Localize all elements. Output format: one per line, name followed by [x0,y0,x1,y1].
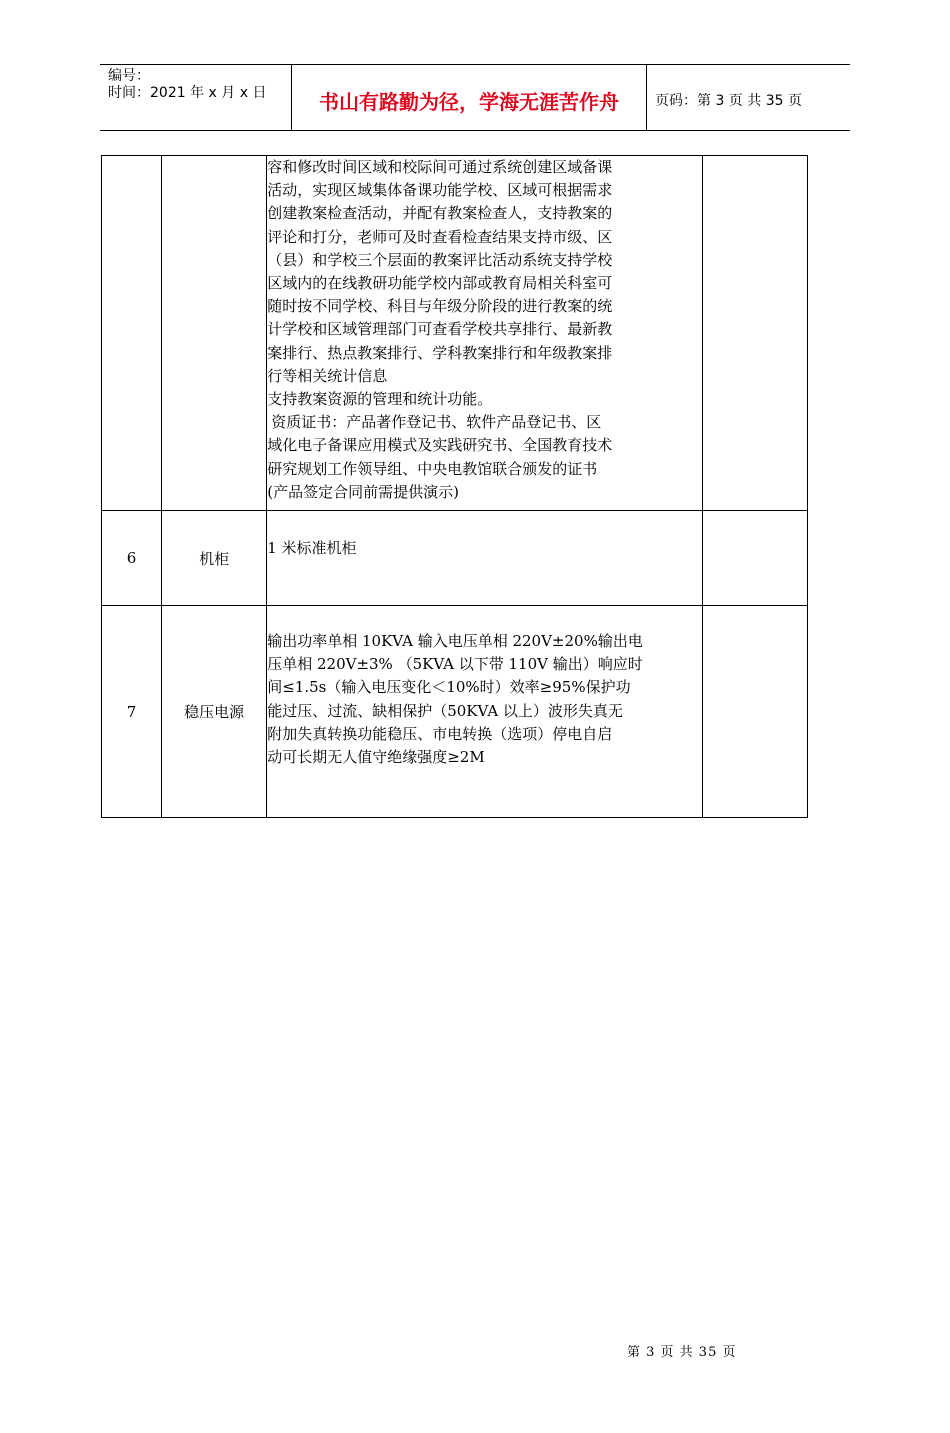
description-line: 创建教案检查活动，并配有教案检查人，支持教案的 [267,204,613,223]
row-item-name: 稳压电源 [162,606,267,818]
header-divider [646,65,647,130]
row-remark-cell [702,156,807,511]
header-motto: 书山有路勤为径，学海无涯苦作舟 [319,90,619,114]
serial-label: 编号： [108,68,150,84]
description-line: （县）和学校三个层面的教案评比活动系统支持学校 [267,250,613,269]
row-number [102,156,162,511]
description-line: 输出功率单相 10KVA 输入电压单相 220V±20%输出电 [267,632,643,650]
row-number: 6 [102,511,162,606]
description-line: 间≤1.5s（输入电压变化＜10%时）效率≥95%保护功 [267,678,631,697]
row-remark-cell [702,606,807,818]
row-description [267,156,703,511]
page-header [100,64,850,131]
table-row [102,606,808,818]
description-line: 支持教案资源的管理和统计功能。 [267,390,493,409]
description-line: 域化电子备课应用模式及实践研究书、全国教育技术 [267,436,613,455]
description-line: 附加失真转换功能稳压、市电转换（选项）停电自启 [267,724,613,743]
description-line: 区域内的在线教研功能学校内部或教育局相关科室可 [267,274,613,293]
description-line: 容和修改时间区域和校际间可通过系统创建区域备课 [267,158,613,176]
row-remark-cell [702,511,807,606]
description-line: 评论和打分，老师可及时查看检查结果支持市级、区 [267,227,613,246]
description-line: 活动，实现区域集体备课功能学校、区域可根据需求 [267,181,613,200]
header-meta [108,68,266,102]
row-item-name [162,156,267,511]
row-item-name: 机柜 [162,511,267,606]
description-line: 案排行、热点教案排行、学科教案排行和年级教案排 [267,343,613,362]
description-line: 1 米标准机柜 [267,539,357,557]
page-footer: 第 3 页 共 35 页 [627,1345,737,1360]
time-label: 时间：2021 年 x 月 x 日 [108,85,267,101]
description-line: 研究规划工作领导组、中央电教馆联合颁发的证书 [267,459,598,478]
description-line: 能过压、过流、缺相保护（50KVA 以上）波形失真无 [267,701,623,720]
description-line: 计学校和区域管理部门可查看学校共享排行、最新教 [267,320,613,339]
row-description [267,511,703,606]
row-description [267,606,703,818]
description-line: 动可长期无人值守绝缘强度≥2M [267,748,485,767]
table-row [102,156,808,511]
spec-table [101,155,808,818]
description-line: 行等相关统计信息 [267,366,388,385]
description-line: 压单相 220V±3% （5KVA 以下带 110V 输出）响应时 [267,655,643,674]
description-line: 资质证书：产品著作登记书、软件产品登记书、区 [271,413,602,432]
row-number: 7 [102,606,162,818]
description-line: (产品签定合同前需提供演示) [267,482,459,501]
description-line: 随时按不同学校、科目与年级分阶段的进行教案的统 [267,297,613,316]
header-page-label: 页码：第 3 页 共 35 页 [655,93,802,109]
table-row [102,511,808,606]
